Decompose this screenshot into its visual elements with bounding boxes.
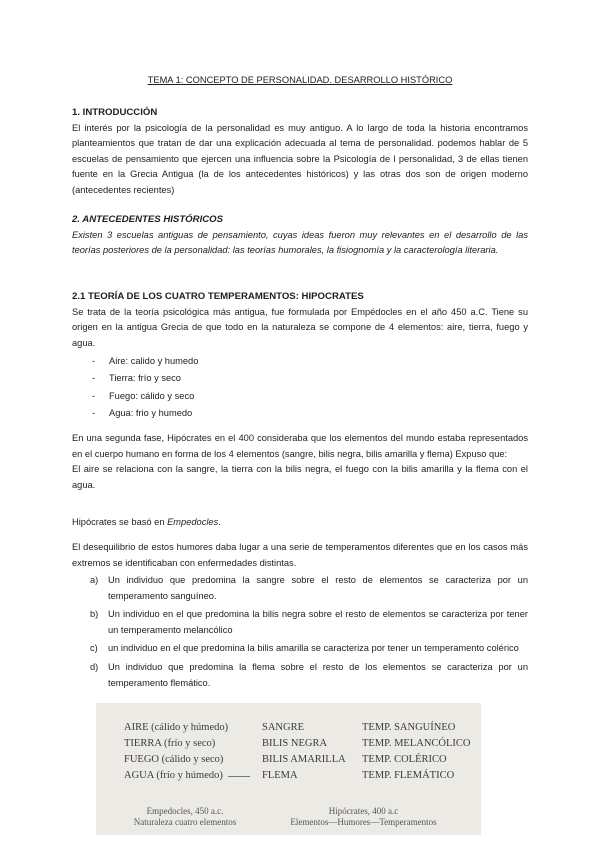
caption-line: Elementos—Humores—Temperamentos bbox=[290, 817, 437, 827]
paragraph-introduccion: El interés por la psicología de la personalidad es muy antiguo. A lo largo de toda la historia encontramos planteamientos que tratan de dar una explicación adecuada al tema de personalidad. podemos hablar de 5 escuelas de pensamiento que ejercen una influencia sobre la Psicología de l personalidad, 3 de ellas tienen fuente en la Grecia Antigua (la de los antecedentes históricos) y las otras dos son de origen moderno (antecedentes recientes) bbox=[72, 122, 528, 195]
figure-row bbox=[96, 736, 481, 752]
figure-row bbox=[96, 720, 481, 736]
figure-row bbox=[96, 768, 481, 784]
list-item bbox=[72, 641, 528, 657]
list-item-text: un individuo en el que predomina la bilis amarilla se caracteriza por tener un temperamento colérico bbox=[108, 643, 519, 654]
caption-line: Naturaleza cuatro elementos bbox=[133, 817, 237, 827]
figure-temperament: TEMP. SANGUÍNEO bbox=[362, 722, 456, 733]
elements-list bbox=[72, 353, 528, 422]
section-antecedentes bbox=[72, 212, 528, 259]
paragraph-temperamentos-intro: Se trata de la teoría psicológica más antigua, fue formulada por Empédocles en el año 450 a.C. Tiene su origen en la antigua Grecia de que todo en la naturaleza se compone de 4 elementos: aire, tierra, fuego y agua. bbox=[72, 306, 528, 348]
text-run-italic: Empedocles bbox=[167, 517, 219, 527]
list-marker: c) bbox=[90, 643, 98, 654]
caption-line: Empedocles, 450 a.c. bbox=[146, 806, 224, 816]
paragraph-hipocrates: En una segunda fase, Hipócrates en el 400 consideraba que los elementos del mundo estaba representados en el cuerpo humano en forma de los 4 elementos (sangre, bilis negra, bilis amarilla y flema) Expuso que: bbox=[72, 433, 528, 459]
section-temperamentos bbox=[72, 289, 528, 422]
paragraph-desequilibrio: El desequilibrio de estos humores daba lugar a una serie de temperamentos diferentes que en los casos más extremos se identificaban con enfermedades distintas. bbox=[72, 542, 528, 568]
list-item: - Aire: calido y humedo bbox=[72, 353, 528, 370]
figure-row bbox=[96, 752, 481, 768]
paragraph-antecedentes: Existen 3 escuelas antiguas de pensamiento, cuyas ideas fueron muy relevantes en el desarrollo de las teorías posteriores de la personalidad: las teorías humorales, la fisiognomía y la caracterología literaria. bbox=[72, 229, 528, 255]
section-heading-introduccion: 1. INTRODUCCIÓN bbox=[72, 107, 158, 118]
figure-temperament: TEMP. FLEMÁTICO bbox=[362, 770, 455, 781]
list-item-text: Un individuo en el que predomina la bilis negra sobre el resto de elementos se caracteriza por tener un temperamento melancólico bbox=[108, 609, 528, 635]
text-run: Hipócrates se basó en bbox=[72, 517, 168, 527]
section-heading-antecedentes: 2. ANTECEDENTES HISTÓRICOS bbox=[72, 214, 224, 225]
paragraph-segunda-fase bbox=[72, 431, 528, 493]
arrow-line bbox=[228, 776, 250, 777]
caption-hipocrates bbox=[271, 806, 456, 828]
list-item: - Fuego: cálido y seco bbox=[72, 388, 528, 405]
section-introduccion bbox=[72, 105, 528, 198]
figure-humor: SANGRE bbox=[262, 722, 305, 733]
list-item: - Tierra: frío y seco bbox=[72, 370, 528, 387]
figure-temperament: TEMP. COLÉRICO bbox=[362, 754, 447, 765]
list-marker: d) bbox=[90, 661, 99, 672]
temperaments-figure bbox=[96, 703, 481, 835]
temperament-list bbox=[72, 573, 528, 694]
figure-element: AGUA (frío y húmedo) bbox=[124, 770, 223, 781]
list-item bbox=[72, 573, 528, 604]
page-title: TEMA 1: CONCEPTO DE PERSONALIDAD. DESARROLLO HISTÓRICO bbox=[147, 75, 453, 85]
caption-empedocles bbox=[110, 806, 260, 828]
caption-line: Hipócrates, 400 a.c bbox=[328, 806, 399, 816]
list-item bbox=[72, 607, 528, 638]
list-item: - Agua: frio y humedo bbox=[72, 405, 528, 422]
list-item-text: Un individuo que predomina la sangre sobre el resto de elementos se caracteriza por un temperamento sanguíneo. bbox=[108, 575, 528, 601]
figure-element: AIRE (cálido y húmedo) bbox=[124, 722, 229, 733]
list-item-text: Un individuo que predomina la flema sobre el resto de los elementos se caracteriza por un temperamento flemático. bbox=[108, 661, 528, 688]
figure-humor: FLEMA bbox=[262, 770, 298, 781]
figure-temperament: TEMP. MELANCÓLICO bbox=[362, 738, 471, 749]
figure-humor: BILIS AMARILLA bbox=[262, 754, 346, 765]
list-marker: a) bbox=[90, 575, 99, 585]
list-item bbox=[72, 660, 528, 691]
paragraph-hipocrates-base bbox=[72, 515, 528, 531]
figure-element: FUEGO (cálido y seco) bbox=[124, 754, 224, 765]
paragraph-relacion-elementos: El aire se relaciona con la sangre, la tierra con la bilis negra, el fuego con la bilis amarilla y la flema con el agua. bbox=[72, 464, 528, 490]
section-heading-temperamentos: 2.1 TEORÍA DE LOS CUATRO TEMPERAMENTOS: HIPOCRATES bbox=[72, 291, 364, 302]
figure-humor: BILIS NEGRA bbox=[262, 738, 328, 749]
list-marker: b) bbox=[90, 609, 99, 620]
figure-element: TIERRA (frío y seco) bbox=[124, 738, 216, 749]
text-run: . bbox=[218, 517, 221, 527]
